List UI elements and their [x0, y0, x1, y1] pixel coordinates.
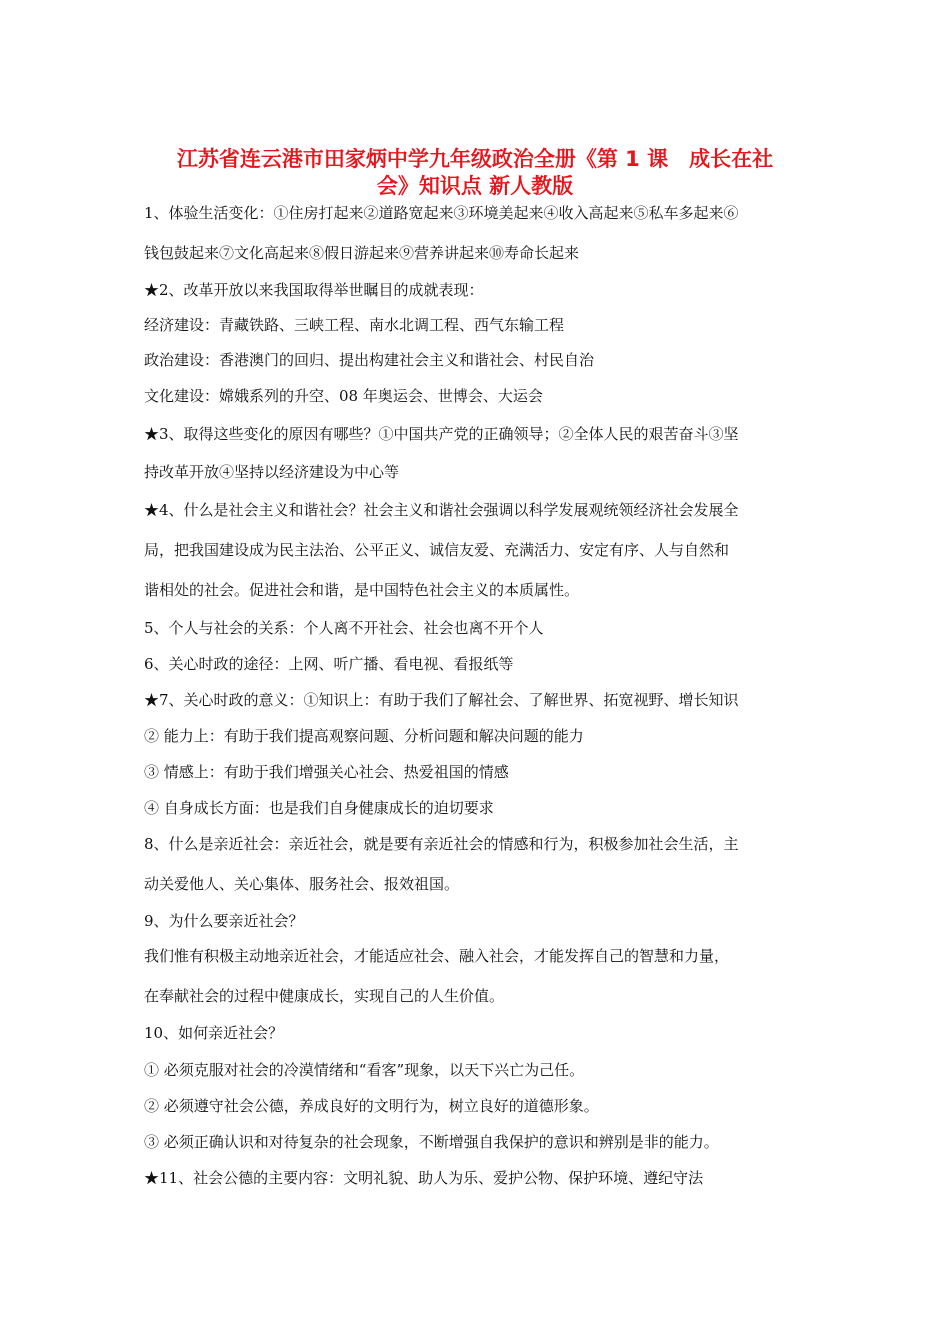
text-line-6: 文化建设：嫦娥系列的升空、08 年奥运会、世博会、大运会 — [144, 387, 543, 405]
text-line-27: ★11、社会公德的主要内容：文明礼貌、助人为乐、爱护公物、保护环境、遵纪守法 — [144, 1169, 704, 1187]
text-line-4: 经济建设：青藏铁路、三峡工程、南水北调工程、西气东输工程 — [144, 316, 565, 334]
text-line-13: 6、关心时政的途径：上网、听广播、看电视、看报纸等 — [144, 655, 514, 673]
text-line-11: 谐相处的社会。促进社会和谐，是中国特色社会主义的本质属性。 — [144, 581, 580, 599]
text-line-20: 9、为什么要亲近社会？ — [144, 912, 304, 930]
text-line-17: ④ 自身成长方面：也是我们自身健康成长的迫切要求 — [144, 799, 494, 817]
text-line-12: 5、个人与社会的关系：个人离不开社会、社会也离不开个人 — [144, 619, 544, 637]
text-line-15: ② 能力上：有助于我们提高观察问题、分析问题和解决问题的能力 — [144, 727, 584, 745]
text-line-1: 1、体验生活变化：①住房打起来②道路宽起来③环境美起来④收入高起来⑤私车多起来⑥ — [144, 204, 739, 222]
text-line-3: ★2、改革开放以来我国取得举世瞩目的成就表现： — [144, 281, 484, 299]
text-line-8: 持改革开放④坚持以经济建设为中心等 — [144, 463, 400, 481]
document-title — [140, 146, 810, 200]
text-line-7: ★3、取得这些变化的原因有哪些？①中国共产党的正确领导；②全体人民的艰苦奋斗③坚 — [144, 425, 739, 443]
title-line-1: 江苏省连云港市田家炳中学九年级政治全册《第 1 课 成长在社 — [176, 147, 774, 171]
text-line-23: 10、如何亲近社会？ — [144, 1024, 284, 1042]
text-line-9: ★4、什么是社会主义和谐社会？社会主义和谐社会强调以科学发展观统领经济社会发展全 — [144, 501, 739, 519]
text-line-22: 在奉献社会的过程中健康成长，实现自己的人生价值。 — [144, 987, 505, 1005]
text-line-16: ③ 情感上：有助于我们增强关心社会、热爱祖国的情感 — [144, 763, 509, 781]
text-line-10: 局，把我国建设成为民主法治、公平正义、诚信友爱、充满活力、安定有序、人与自然和 — [144, 541, 730, 559]
text-line-26: ③ 必须正确认识和对待复杂的社会现象，不断增强自我保护的意识和辨别是非的能力。 — [144, 1133, 719, 1151]
text-line-5: 政治建设：香港澳门的回归、提出构建社会主义和谐社会、村民自治 — [144, 351, 595, 369]
text-line-25: ② 必须遵守社会公德，养成良好的文明行为，树立良好的道德形象。 — [144, 1097, 599, 1115]
text-line-24: ① 必须克服对社会的冷漠情绪和“看客”现象，以天下兴亡为己任。 — [144, 1061, 585, 1079]
text-line-21: 我们惟有积极主动地亲近社会，才能适应社会、融入社会，才能发挥自己的智慧和力量， — [144, 947, 730, 965]
text-line-2: 钱包鼓起来⑦文化高起来⑧假日游起来⑨营养讲起来⑩寿命长起来 — [144, 244, 580, 262]
text-line-19: 动关爱他人、关心集体、服务社会、报效祖国。 — [144, 875, 460, 893]
text-line-14: ★7、关心时政的意义：①知识上：有助于我们了解社会、了解世界、拓宽视野、增长知识 — [144, 691, 739, 709]
title-line-2: 会》知识点 新人教版 — [376, 174, 574, 198]
text-line-18: 8、什么是亲近社会：亲近社会，就是要有亲近社会的情感和行为，积极参加社会生活，主 — [144, 835, 739, 853]
